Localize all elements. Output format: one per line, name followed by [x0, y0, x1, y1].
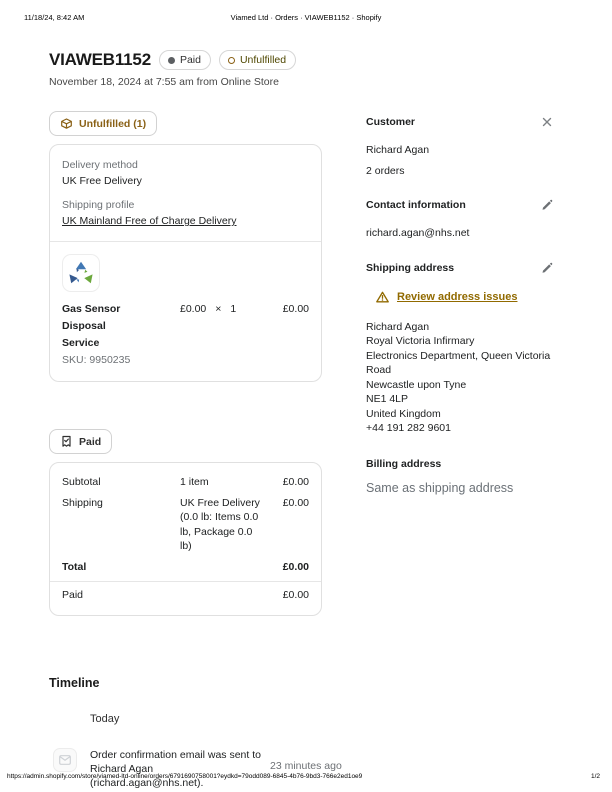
- order-subtitle: November 18, 2024 at 7:55 am from Online Store: [49, 76, 279, 88]
- timeline-event-text: Order confirmation email was sent to Richard Agan (richard.agan@nhs.net).: [90, 748, 261, 789]
- total-label: Total: [62, 560, 87, 573]
- timeline-heading: Timeline: [49, 675, 100, 690]
- print-page-number: 1/2: [590, 773, 600, 780]
- payment-divider: [50, 581, 321, 582]
- line-item-row: [62, 301, 309, 369]
- address-line: Richard Agan: [366, 320, 430, 333]
- close-button[interactable]: [540, 115, 554, 129]
- shipping-address-block: [366, 320, 554, 436]
- shipping-address-heading: Shipping address: [366, 261, 455, 274]
- line-item: [50, 242, 321, 381]
- order-header: [49, 50, 554, 70]
- paid-badge-label: Paid: [79, 435, 102, 448]
- customer-name-link[interactable]: Richard Agan: [366, 144, 430, 156]
- unfulfilled-badge-label: Unfulfilled (1): [79, 117, 147, 130]
- page-title: VIAWEB1152: [49, 50, 151, 69]
- delivery-method-value: UK Free Delivery: [62, 175, 142, 187]
- paid-amount: £0.00: [282, 589, 309, 601]
- warning-icon: [376, 291, 389, 303]
- subtotal-row: [62, 473, 309, 492]
- shipping-amount: £0.00: [282, 496, 309, 509]
- shipping-profile-label: Shipping profile: [62, 199, 135, 211]
- delivery-info: [50, 145, 321, 241]
- address-line: +44 191 282 9601: [366, 422, 451, 434]
- billing-address-value: Same as shipping address: [366, 480, 514, 495]
- close-icon: [542, 117, 552, 127]
- fulfillment-status-badge: [219, 50, 296, 70]
- fulfillment-card: [49, 144, 322, 382]
- print-url: https://admin.shopify.com/store/viamed-ltd-online/orders/6791690758001?eydkd=79odd089-6845-4b76-9bd3-766e2ed1oe9: [7, 773, 363, 780]
- line-total: £0.00: [282, 303, 309, 315]
- address-line: Electronics Department, Queen Victoria Road: [366, 349, 551, 376]
- shipping-row: [62, 494, 309, 556]
- print-datetime: 11/18/24, 8:42 AM: [24, 13, 85, 22]
- fulfillment-status-label: Unfulfilled: [239, 54, 287, 66]
- subtotal-detail: 1 item: [180, 476, 209, 488]
- address-warning-row: [376, 291, 554, 303]
- review-address-issues-link[interactable]: Review address issues: [397, 290, 518, 303]
- print-document-title: Viamed Ltd · Orders · VIAWEB1152 · Shopify: [230, 13, 382, 22]
- subtotal-amount: £0.00: [282, 476, 309, 488]
- address-line: United Kingdom: [366, 407, 441, 420]
- edit-shipping-address-button[interactable]: [540, 261, 554, 275]
- timeline-event: [49, 748, 349, 790]
- address-line: NE1 4LP: [366, 393, 409, 405]
- shipping-profile-link[interactable]: UK Mainland Free of Charge Delivery: [62, 215, 237, 227]
- paid-label: Paid: [62, 589, 84, 601]
- timeline-event-time: 23 minutes ago: [270, 759, 342, 772]
- billing-address-heading: Billing address: [366, 457, 442, 470]
- multiply-sign: ×: [215, 303, 222, 315]
- payment-card: [49, 462, 322, 616]
- order-page: [49, 50, 554, 790]
- edit-contact-button[interactable]: [540, 198, 554, 212]
- paid-section-badge: [49, 429, 112, 454]
- edit-icon: [541, 199, 553, 211]
- payment-status-label: Paid: [179, 54, 201, 66]
- customer-panel: [366, 111, 554, 790]
- delivery-method-label: Delivery method: [62, 159, 138, 171]
- recycle-icon: [67, 259, 95, 287]
- unit-price: £0.00: [180, 303, 207, 315]
- main-column: [49, 111, 342, 790]
- contact-info-heading: Contact information: [366, 199, 466, 211]
- total-amount: £0.00: [282, 560, 309, 573]
- total-row: [62, 558, 309, 577]
- price-quantity: [180, 301, 236, 369]
- customer-heading: Customer: [366, 116, 416, 128]
- payment-status-badge: [159, 50, 211, 70]
- paid-row: [62, 586, 309, 605]
- edit-icon: [541, 262, 553, 274]
- product-image: [62, 254, 100, 292]
- address-line: Newcastle upon Tyne: [366, 378, 467, 391]
- shipping-label: Shipping: [62, 496, 103, 509]
- customer-email-link[interactable]: richard.agan@nhs.net: [366, 227, 470, 239]
- package-icon: [60, 117, 73, 130]
- product-title-link[interactable]: Gas Sensor Disposal Service: [62, 303, 121, 349]
- product-sku: SKU: 9950235: [62, 354, 131, 366]
- address-line: Royal Victoria Infirmary: [366, 335, 475, 347]
- print-header: [0, 13, 612, 22]
- email-icon: [53, 748, 77, 772]
- shipping-detail: UK Free Delivery (0.0 lb: Items 0.0 lb, Package 0.0 lb): [180, 496, 260, 552]
- subtotal-label: Subtotal: [62, 476, 101, 488]
- quantity: 1: [230, 303, 237, 315]
- paid-dot-icon: [168, 57, 175, 64]
- unfulfilled-section-badge: [49, 111, 157, 136]
- customer-orders-count: 2 orders: [366, 164, 405, 177]
- receipt-icon: [60, 435, 73, 448]
- timeline-day-label: Today: [90, 712, 120, 725]
- unfulfilled-circle-icon: [228, 57, 235, 64]
